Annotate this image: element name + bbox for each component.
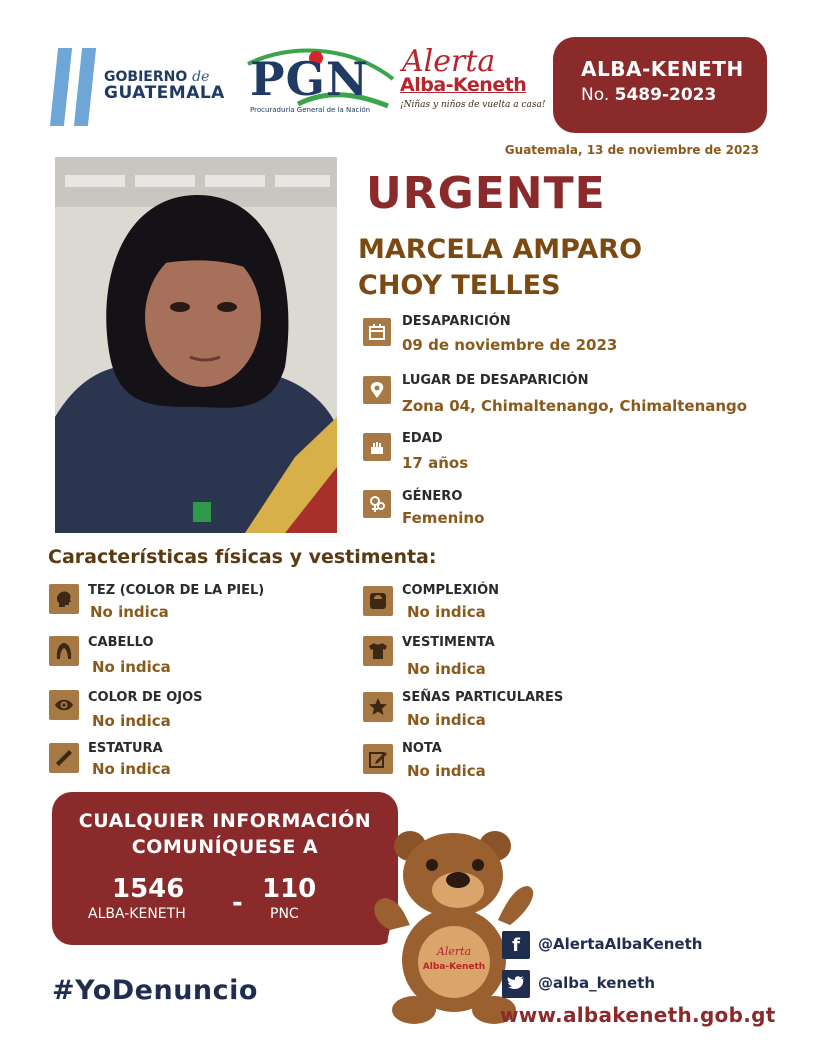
feature-complexion <box>363 586 393 616</box>
info-desaparicion <box>363 318 391 346</box>
facebook-handle[interactable]: @AlertaAlbaKeneth <box>538 935 703 953</box>
contact-box <box>52 792 398 945</box>
feature-cabello <box>49 636 79 666</box>
info-label-lugar: LUGAR DE DESAPARICIÓN <box>402 373 589 388</box>
feature-tez <box>49 584 79 614</box>
phone-number-alba-keneth[interactable]: 1546 <box>112 874 185 904</box>
scale-icon <box>363 586 393 616</box>
facebook-icon: f <box>502 931 530 959</box>
feature-value-tez: No indica <box>90 603 169 621</box>
hashtag: #YoDenuncio <box>52 975 258 1006</box>
shirt-icon <box>363 636 393 666</box>
feature-estatura <box>49 743 79 773</box>
feature-label-estatura: ESTATURA <box>88 741 163 756</box>
location-pin-icon <box>363 376 391 404</box>
date-line: Guatemala, 13 de noviembre de 2023 <box>504 143 759 157</box>
eye-icon <box>49 690 79 720</box>
info-value-edad: 17 años <box>402 454 469 472</box>
ruler-icon <box>49 743 79 773</box>
phone-label-alba-keneth: ALBA-KENETH <box>88 906 186 922</box>
feature-label-cabello: CABELLO <box>88 635 154 650</box>
bear-badge-line1: Alerta <box>436 945 472 958</box>
hair-icon <box>49 636 79 666</box>
feature-ojos <box>49 690 79 720</box>
feature-value-complexion: No indica <box>407 603 486 621</box>
info-label-edad: EDAD <box>402 431 443 446</box>
contact-line1: CUALQUIER INFORMACIÓN <box>78 810 372 832</box>
feature-label-vestimenta: VESTIMENTA <box>402 635 495 650</box>
case-title: ALBA-KENETH <box>581 57 744 81</box>
info-value-genero: Femenino <box>402 509 485 527</box>
contact-line2: COMUNÍQUESE A <box>131 836 319 858</box>
info-label-genero: GÉNERO <box>402 489 463 504</box>
phone-separator: - <box>232 888 243 918</box>
alerta-logo-title: Alerta <box>402 44 496 79</box>
facebook-link[interactable] <box>502 931 530 959</box>
info-value-lugar: Zona 04, Chimaltenango, Chimaltenango <box>402 397 748 415</box>
person-name <box>358 232 642 304</box>
feature-value-cabello: No indica <box>92 658 171 676</box>
case-no-label: No. <box>581 85 610 105</box>
alerta-logo-tagline: ¡Niñas y niños de vuelta a casa! <box>400 100 546 110</box>
twitter-link[interactable] <box>502 970 530 998</box>
pgn-subtitle: Procuraduría General de la Nación <box>250 106 371 114</box>
gobierno-line2: GUATEMALA <box>104 82 225 103</box>
gender-icon <box>363 490 391 518</box>
feature-label-nota: NOTA <box>402 741 442 756</box>
feature-label-complexion: COMPLEXIÓN <box>402 583 500 598</box>
bear-badge-line2: Alba-Keneth <box>422 962 486 972</box>
feature-label-senas: SEÑAS PARTICULARES <box>402 690 564 705</box>
website-link[interactable]: www.albakeneth.gob.gt <box>500 1003 776 1027</box>
phone-label-pnc: PNC <box>270 906 299 922</box>
features-title: Características físicas y vestimenta: <box>48 546 437 568</box>
head-silhouette-icon <box>49 584 79 614</box>
case-number-box <box>553 37 767 133</box>
star-icon <box>363 692 393 722</box>
info-edad <box>363 433 391 461</box>
gobierno-de: de <box>192 69 210 85</box>
feature-senas <box>363 692 393 722</box>
alerta-logo-name: Alba-Keneth <box>400 74 527 96</box>
feature-value-senas: No indica <box>407 711 486 729</box>
info-label-desaparicion: DESAPARICIÓN <box>402 314 511 329</box>
gobierno-line1: GOBIERNO <box>104 69 188 85</box>
gobierno-logo-bars <box>52 48 96 126</box>
feature-value-nota: No indica <box>407 762 486 780</box>
info-genero <box>363 490 391 518</box>
gobierno-logo-text <box>104 70 225 103</box>
missing-person-photo <box>55 157 337 533</box>
note-edit-icon <box>363 744 393 774</box>
feature-value-estatura: No indica <box>92 760 171 778</box>
birthday-cake-icon <box>363 433 391 461</box>
info-value-desaparicion: 09 de noviembre de 2023 <box>402 336 618 354</box>
feature-value-vestimenta: No indica <box>407 660 486 678</box>
name-line1: MARCELA AMPARO <box>358 234 643 265</box>
bear-mascot-icon <box>370 820 540 1030</box>
phone-number-pnc[interactable]: 110 <box>262 874 317 904</box>
feature-label-ojos: COLOR DE OJOS <box>88 690 203 705</box>
pgn-letters: PGN <box>250 52 369 106</box>
feature-vestimenta <box>363 636 393 666</box>
urgente-heading: URGENTE <box>366 168 606 219</box>
feature-nota <box>363 744 393 774</box>
twitter-handle[interactable]: @alba_keneth <box>538 974 656 992</box>
case-no-value: 5489-2023 <box>614 85 717 105</box>
name-line2: CHOY TELLES <box>358 270 561 301</box>
feature-value-ojos: No indica <box>92 712 171 730</box>
twitter-icon <box>502 970 530 998</box>
calendar-icon <box>363 318 391 346</box>
info-lugar <box>363 376 391 404</box>
feature-label-tez: TEZ (COLOR DE LA PIEL) <box>88 583 265 598</box>
